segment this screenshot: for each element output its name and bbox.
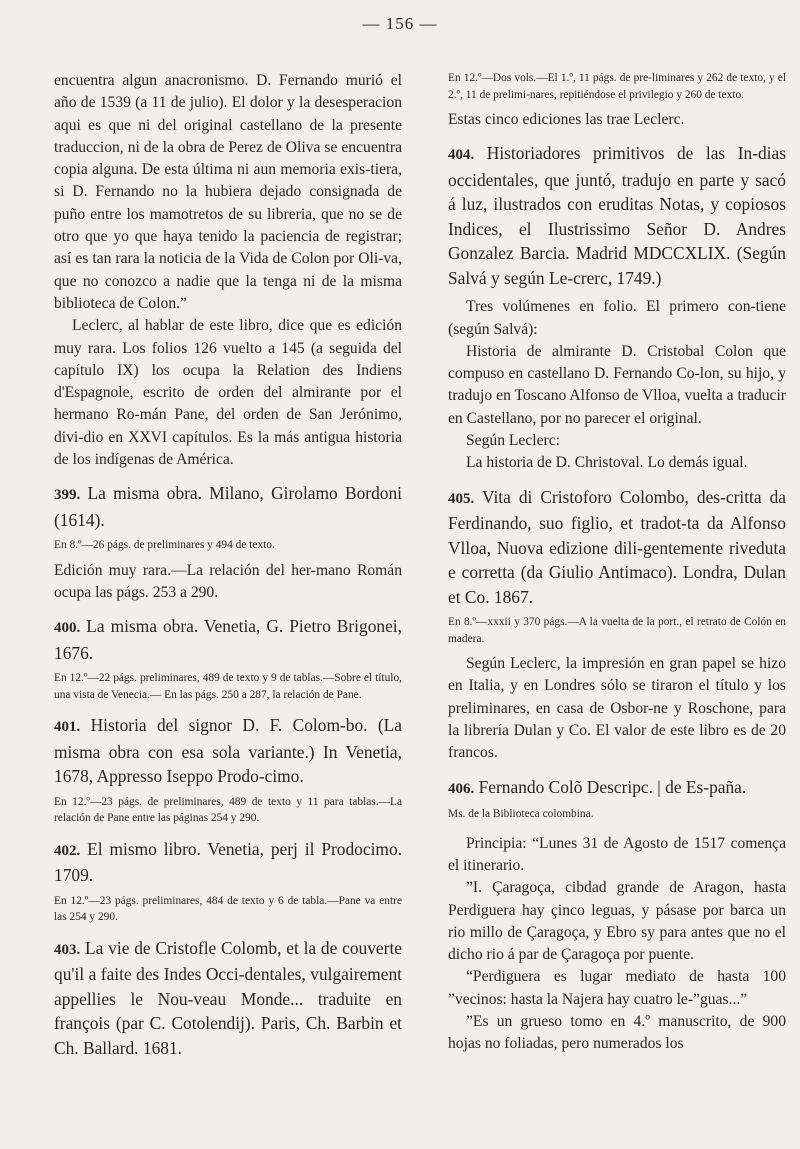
entry-note: En 12.º—23 págs. de preliminares, 489 de texto y 11 para tablas.—La relación de Pane entre las páginas 254 y 290.: [54, 795, 402, 825]
entry-number: 406.: [448, 780, 475, 797]
paragraph: La historia de D. Christoval. Lo demás igual.: [466, 454, 748, 472]
entry-note: En 12.º—23 págs. preliminares, 484 de texto y 6 de tabla.—Pane va entre las 254 y 290.: [54, 894, 402, 924]
entry-404: [448, 141, 786, 290]
entry-406: [448, 775, 786, 802]
entry-403: [54, 936, 402, 1061]
paragraph: Según Leclerc, la impresión en gran papel se hizo en Italia, y en Londres sólo se tiraron el título y los preliminares, en casa de Osbor-ne y Roschone, para la librería Dulan y Co. El valor de este libro es de 20 francos.: [448, 655, 786, 762]
entry-title: La misma obra. Venetia, G. Pietro Brigonei, 1676.: [54, 616, 402, 663]
paragraph: Principia: “Lunes 31 de Agosto de 1517 començа el itinerario.: [448, 834, 786, 874]
paragraph: ”Es un grueso tomo en 4.º manuscrito, de 900 hojas no foliadas, pero numerados los: [448, 1013, 786, 1053]
entry-note: En 12.º—22 págs. preliminares, 489 de texto y 9 de tablas.—Sobre el título, una vista de Venecia.— En las págs. 250 a 287, la relación de Pane.: [54, 672, 402, 701]
entry-402: [54, 837, 402, 888]
entry-title: La vie de Cristofle Colomb, et la de couverte qu'il a faite des Indes Occi-dentales, vulgairement appellies le Nou-veau Monde... traduite en françois (par C. Cotolendij). Paris, Ch. Barbin et Ch. Ballard. 1681.: [54, 937, 402, 1058]
right-column: [448, 70, 786, 1056]
entry-title: El mismo libro. Venetia, perj il Prodocimo. 1709.: [54, 838, 402, 886]
entry-401: [54, 713, 402, 789]
entry-title: Historiadores primitivos de las In-dias occidentales, que juntó, tradujo en parte y sacó á luz, ilustrados con eruditas Notas, y copiosos Indices, el Ilustrissimo Señor D. Andres Gonzalez Barcia. Madrid MDCCXLIX. (Según Salvá y según Le-crerc, 1749.): [448, 143, 786, 288]
left-column: [54, 70, 402, 1060]
entry-title: Historia del signor D. F. Colom-bo. (La misma obra con esa sola variante.) In Venetia, 1678, Appresso Iseppo Prodo-cimo.: [54, 715, 402, 787]
entry-number: 401.: [54, 719, 81, 736]
entry-title: Fernando Colõ Descripc. | de Es-paña.: [478, 776, 747, 797]
entry-note: En 12.º—Dos vols.—El 1.º, 11 págs. de pre-liminares y 262 de texto, y el 2.º, 11 de prelimi-nares, repitiéndose el privilegio y 260 de texto.: [448, 72, 786, 101]
paragraph: Edición muy rara.—La relación del her-mano Román ocupa las págs. 253 a 290.: [54, 561, 402, 602]
paragraph: Estas cinco ediciones las trae Leclerc.: [448, 111, 685, 128]
paragraph: ”I. Çaragoça, cibdad grande de Aragon, hasta Perdiguera hay çinco leguas, y pásase por barca un rio millo de Çaragoça, y Ebro sy para antes que no el dicho rio á par de Çaragoça por puente.: [448, 879, 786, 964]
entry-title: La misma obra. Milano, Girolamo Bordoni (1614).: [54, 483, 402, 530]
entry-number: 404.: [448, 147, 475, 164]
entry-number: 403.: [54, 941, 81, 958]
entry-note: En 8.º—26 págs. de preliminares y 494 de texto.: [54, 539, 275, 552]
paragraph: “Perdiguera es lugar mediato de hasta 100 ”vecinos: hasta la Najera hay cuatro le-”guas...”: [448, 968, 786, 1008]
entry-400: [54, 614, 402, 665]
entry-405: [448, 485, 786, 610]
paragraph: Leclerc, al hablar de este libro, dice que es edición muy rara. Los folios 126 vuelto a 145 (a seguida del capítulo IX) los ocupa la Relation des Indiens d'Espagnole, escrito de orden del almirante por el hermano Ro-mán Pane, del orden de San Jerónimo, divi-dio en XXVI capítulos. Es la más antigua historia de los indígenas de América.: [54, 317, 402, 469]
entry-399: [54, 481, 402, 532]
page-number: — 156 —: [362, 14, 438, 33]
entry-note: Ms. de la Biblioteca colombina.: [448, 808, 594, 821]
entry-number: 400.: [54, 620, 81, 637]
paragraph: Tres volúmenes en folio. El primero con-tiene (según Salvá):: [448, 298, 786, 338]
entry-number: 405.: [448, 490, 475, 507]
entry-note: En 8.º—xxxii y 370 págs.—A la vuelta de la port., el retrato de Colón en madera.: [448, 616, 786, 645]
paragraph: encuentra algun anacronismo. D. Fernando murió el año de 1539 (a 11 de julio). El dolor y la desesperacion aqui es que ni del original castellano de la presente traduccion, ni de la obra de Perez de Oliva se encuentra copia alguna. De esta última ni aun memoria exis-tiera, si D. Fernando no la hubiera dejado consignada de puño entre los mamotretos de su libreria, que no se de otro que yo que haya tenido la paciencia de registrar; así es tan rara la noticia de la Vida de Colon por Oli-va, que no conozco a nadie que la tenga ni de la misma biblioteca de Colon.”: [54, 72, 402, 312]
paragraph: Historia de almirante D. Cristobal Colon que compuso en castellano D. Fernando Co-lon, su hijo, y tradujo en Toscano Alfonso de Vlloa, vuelta a traducir en Castellano, por no parecer el original.: [448, 342, 786, 427]
entry-title: Vita di Cristoforo Colombo, des-critta da Ferdinando, suo figlio, et tradot-ta da Alfonso Vlloa, Nuova edizione dili-gentemente riveduta e corretta (da Giulio Antimaco). Londra, Dulan et Co. 1867.: [448, 486, 786, 607]
entry-number: 399.: [54, 487, 81, 504]
entry-number: 402.: [54, 842, 81, 859]
paragraph: Según Leclerc:: [466, 432, 560, 450]
